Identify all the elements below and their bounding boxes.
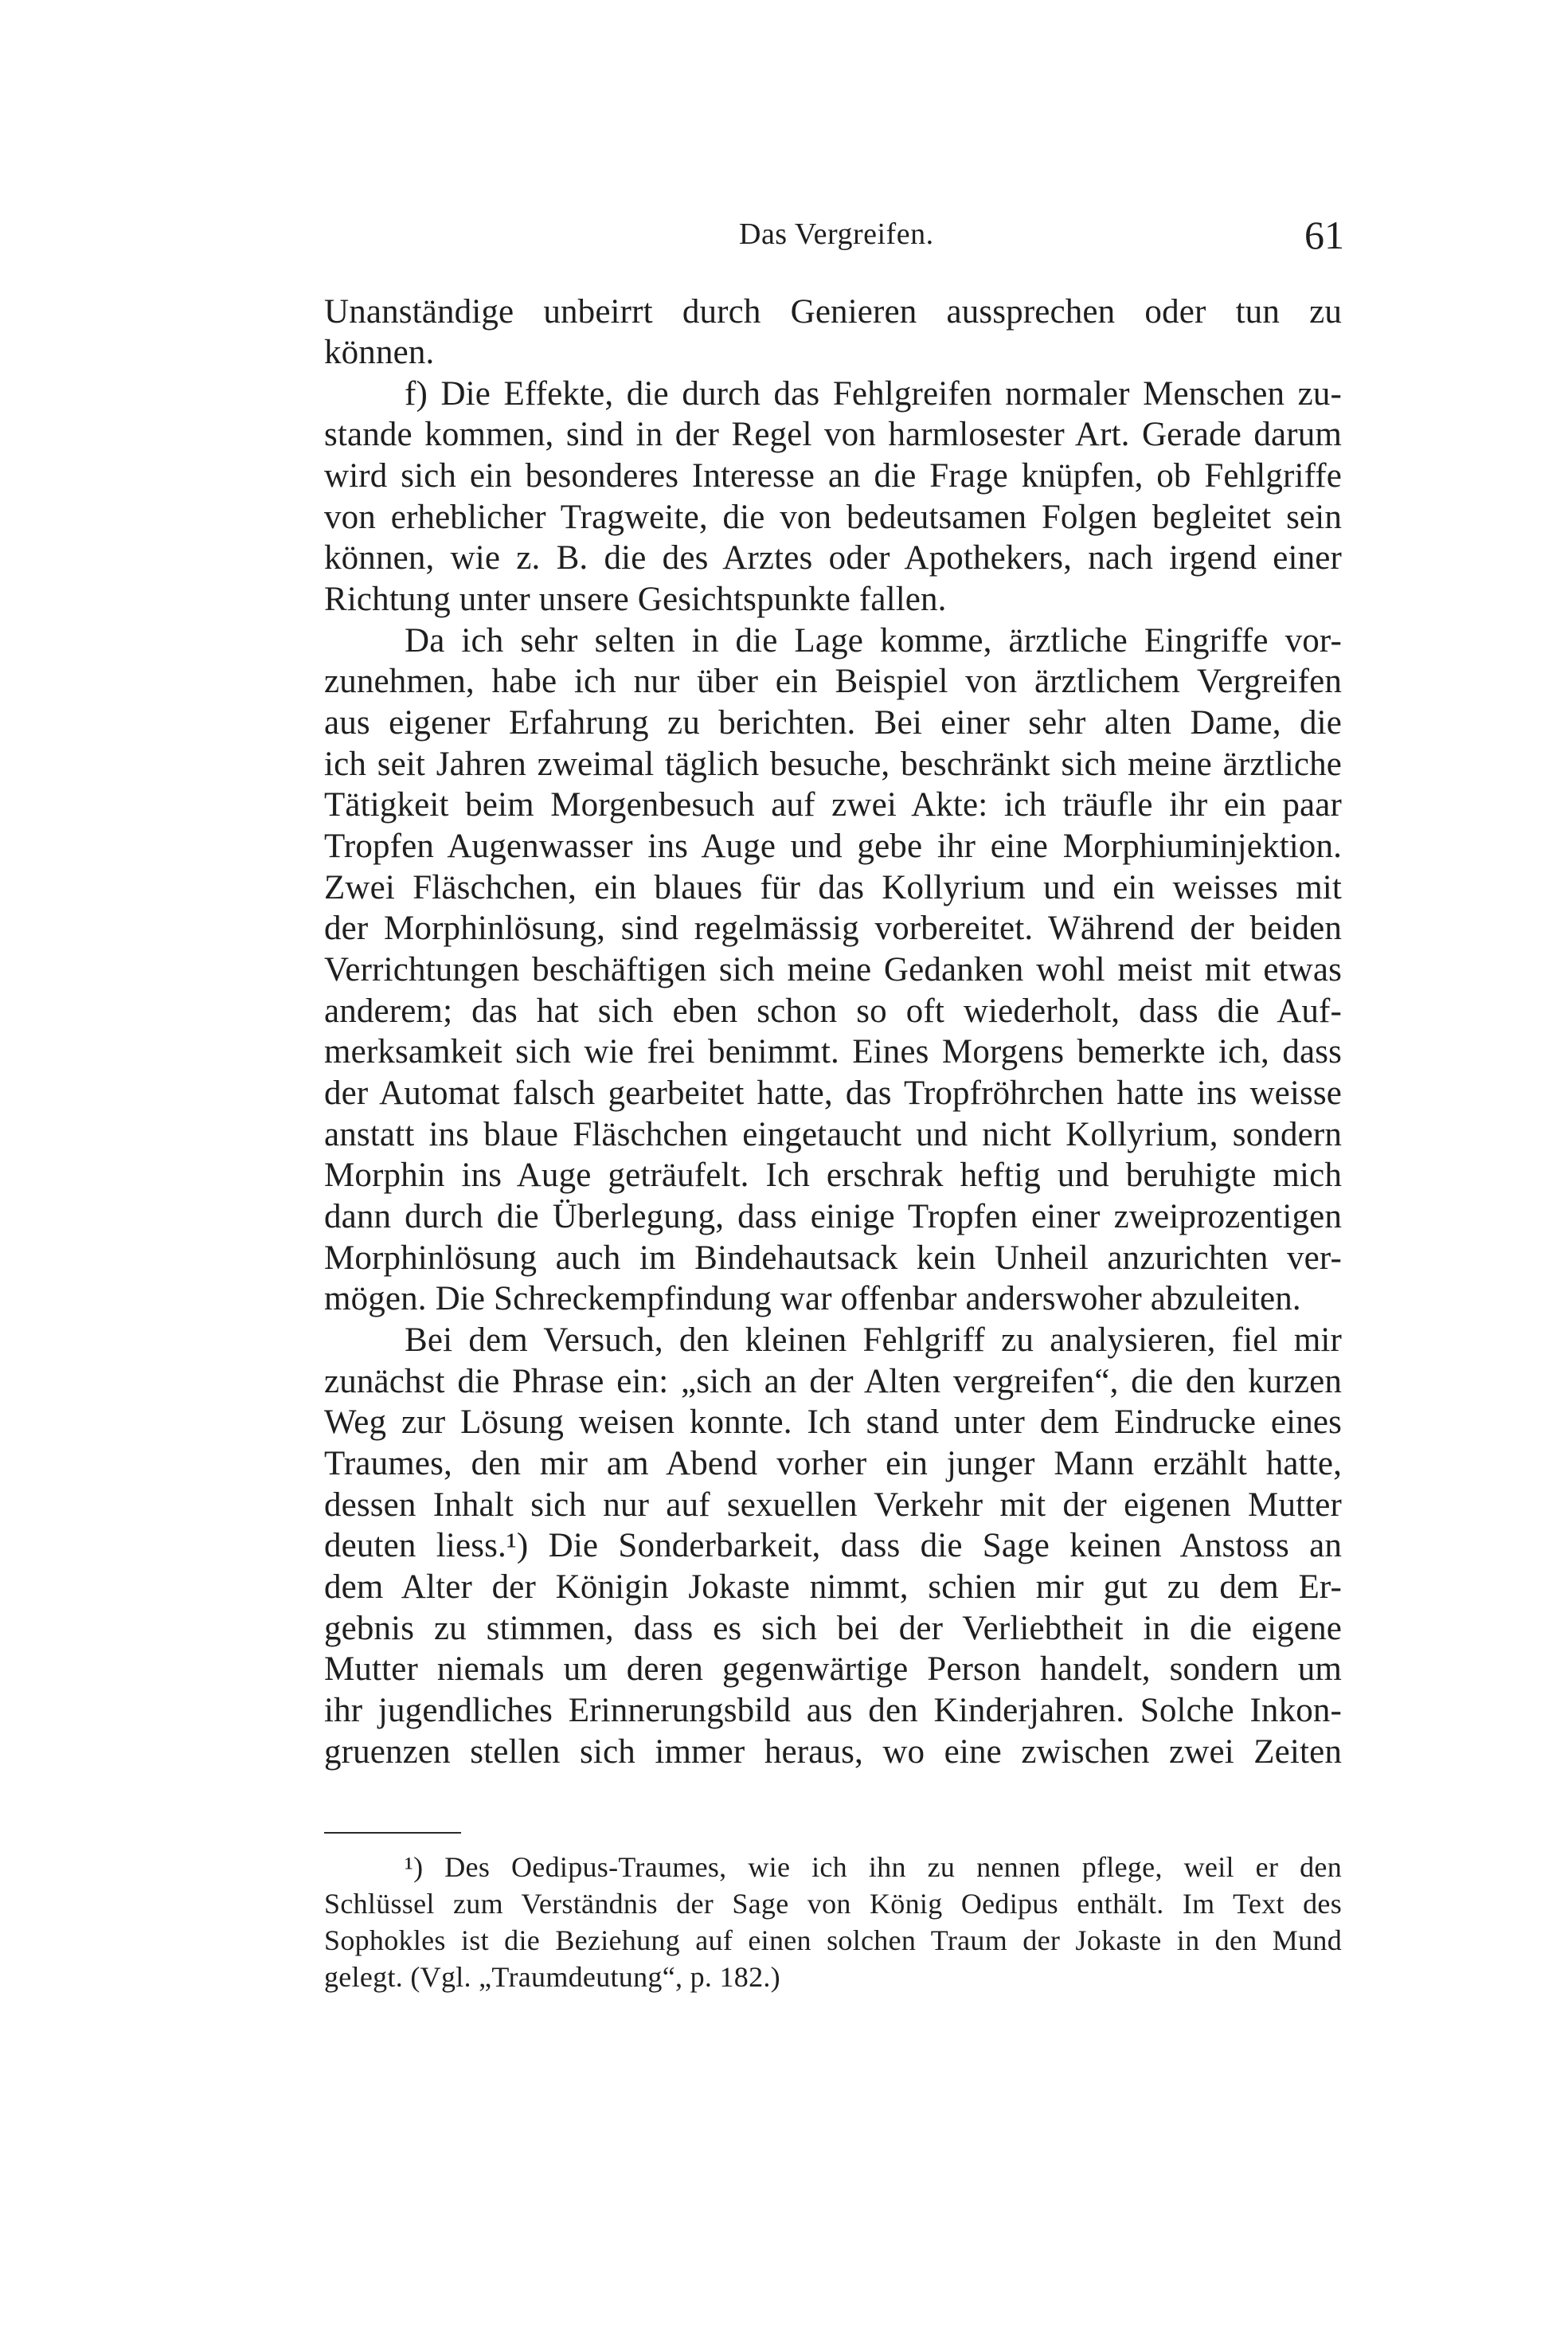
- footnote-line: Sophokles ist die Beziehung auf einen solchen Traum der Jokaste in den Mund: [324, 1924, 1342, 1956]
- body-line: gruenzen stellen sich immer heraus, wo eine zwischen zwei Zeiten: [324, 1733, 1342, 1771]
- body-line: gebnis zu stimmen, dass es sich bei der Verliebtheit in die eigene: [324, 1610, 1342, 1647]
- body-line: Unanständige unbeirrt durch Genieren aussprechen oder tun zu: [324, 293, 1342, 331]
- body-line: mögen. Die Schreckempfindung war offenbar anderswoher abzuleiten.: [324, 1280, 1301, 1317]
- body-line: der Automat falsch gearbeitet hatte, das Tropfröhrchen hatte ins weisse: [324, 1075, 1342, 1112]
- page-number: 61: [1304, 213, 1344, 257]
- body-line: dann durch die Überlegung, dass einige Tropfen einer zweiprozentigen: [324, 1198, 1342, 1235]
- body-line: stande kommen, sind in der Regel von harmlosester Art. Gerade darum: [324, 416, 1342, 453]
- footnote-divider: [324, 1832, 461, 1834]
- body-line: Morphin ins Auge geträufelt. Ich erschrak heftig und beruhigte mich: [324, 1157, 1342, 1194]
- body-line: dessen Inhalt sich nur auf sexuellen Verkehr mit der eigenen Mutter: [324, 1486, 1342, 1524]
- body-line: merksamkeit sich wie frei benimmt. Eines Morgens bemerkte ich, dass: [324, 1033, 1342, 1071]
- body-line: der Morphinlösung, sind regelmässig vorbereitet. Während der beiden: [324, 910, 1342, 947]
- body-line: wird sich ein besonderes Interesse an die Frage knüpfen, ob Fehlgriffe: [324, 457, 1342, 495]
- body-line: zunächst die Phrase ein: „sich an der Alten vergreifen“, die den kurzen: [324, 1363, 1342, 1400]
- body-line: Mutter niemals um deren gegenwärtige Person handelt, sondern um: [324, 1650, 1342, 1688]
- body-line: Verrichtungen beschäftigen sich meine Gedanken wohl meist mit etwas: [324, 951, 1342, 988]
- body-line: aus eigener Erfahrung zu berichten. Bei einer sehr alten Dame, die: [324, 704, 1342, 742]
- running-header: Das Vergreifen.: [739, 217, 934, 251]
- body-line: Zwei Fläschchen, ein blaues für das Kollyrium und ein weisses mit: [324, 869, 1342, 906]
- body-line: f) Die Effekte, die durch das Fehlgreifen normaler Menschen zu-: [405, 375, 1342, 413]
- footnote-line: gelegt. (Vgl. „Traumdeutung“, p. 182.): [324, 1961, 780, 1993]
- body-line: Richtung unter unsere Gesichtspunkte fallen.: [324, 581, 947, 618]
- body-line: Tätigkeit beim Morgenbesuch auf zwei Akte: ich träufle ihr ein paar: [324, 786, 1342, 824]
- body-line: deuten liess.¹) Die Sonderbarkeit, dass die Sage keinen Anstoss an: [324, 1527, 1342, 1564]
- body-line: ihr jugendliches Erinnerungsbild aus den Kinderjahren. Solche Inkon-: [324, 1692, 1342, 1729]
- body-line: anstatt ins blaue Fläschchen eingetaucht und nicht Kollyrium, sondern: [324, 1116, 1342, 1153]
- body-line: anderem; das hat sich eben schon so oft wiederholt, dass die Auf-: [324, 992, 1342, 1030]
- body-line: von erheblicher Tragweite, die von bedeutsamen Folgen begleitet sein: [324, 499, 1342, 536]
- body-line: zunehmen, habe ich nur über ein Beispiel von ärztlichem Vergreifen: [324, 663, 1342, 700]
- body-line: Bei dem Versuch, den kleinen Fehlgriff zu analysieren, fiel mir: [405, 1321, 1342, 1359]
- body-line: können.: [324, 334, 435, 371]
- body-line: dem Alter der Königin Jokaste nimmt, schien mir gut zu dem Er-: [324, 1568, 1342, 1606]
- body-line: können, wie z. B. die des Arztes oder Apothekers, nach irgend einer: [324, 539, 1342, 577]
- footnote-line: Schlüssel zum Verständnis der Sage von König Oedipus enthält. Im Text des: [324, 1888, 1342, 1920]
- body-line: Traumes, den mir am Abend vorher ein junger Mann erzählt hatte,: [324, 1445, 1342, 1482]
- body-line: Morphinlösung auch im Bindehautsack kein Unheil anzurichten ver-: [324, 1239, 1342, 1277]
- footnote-line: ¹) Des Oedipus-Traumes, wie ich ihn zu nennen pflege, weil er den: [405, 1851, 1342, 1883]
- body-line: ich seit Jahren zweimal täglich besuche, beschränkt sich meine ärztliche: [324, 746, 1342, 783]
- body-line: Tropfen Augenwasser ins Auge und gebe ihr eine Morphiuminjektion.: [324, 828, 1342, 865]
- body-line: Da ich sehr selten in die Lage komme, ärztliche Eingriffe vor-: [405, 622, 1342, 660]
- body-line: Weg zur Lösung weisen konnte. Ich stand unter dem Eindrucke eines: [324, 1403, 1342, 1441]
